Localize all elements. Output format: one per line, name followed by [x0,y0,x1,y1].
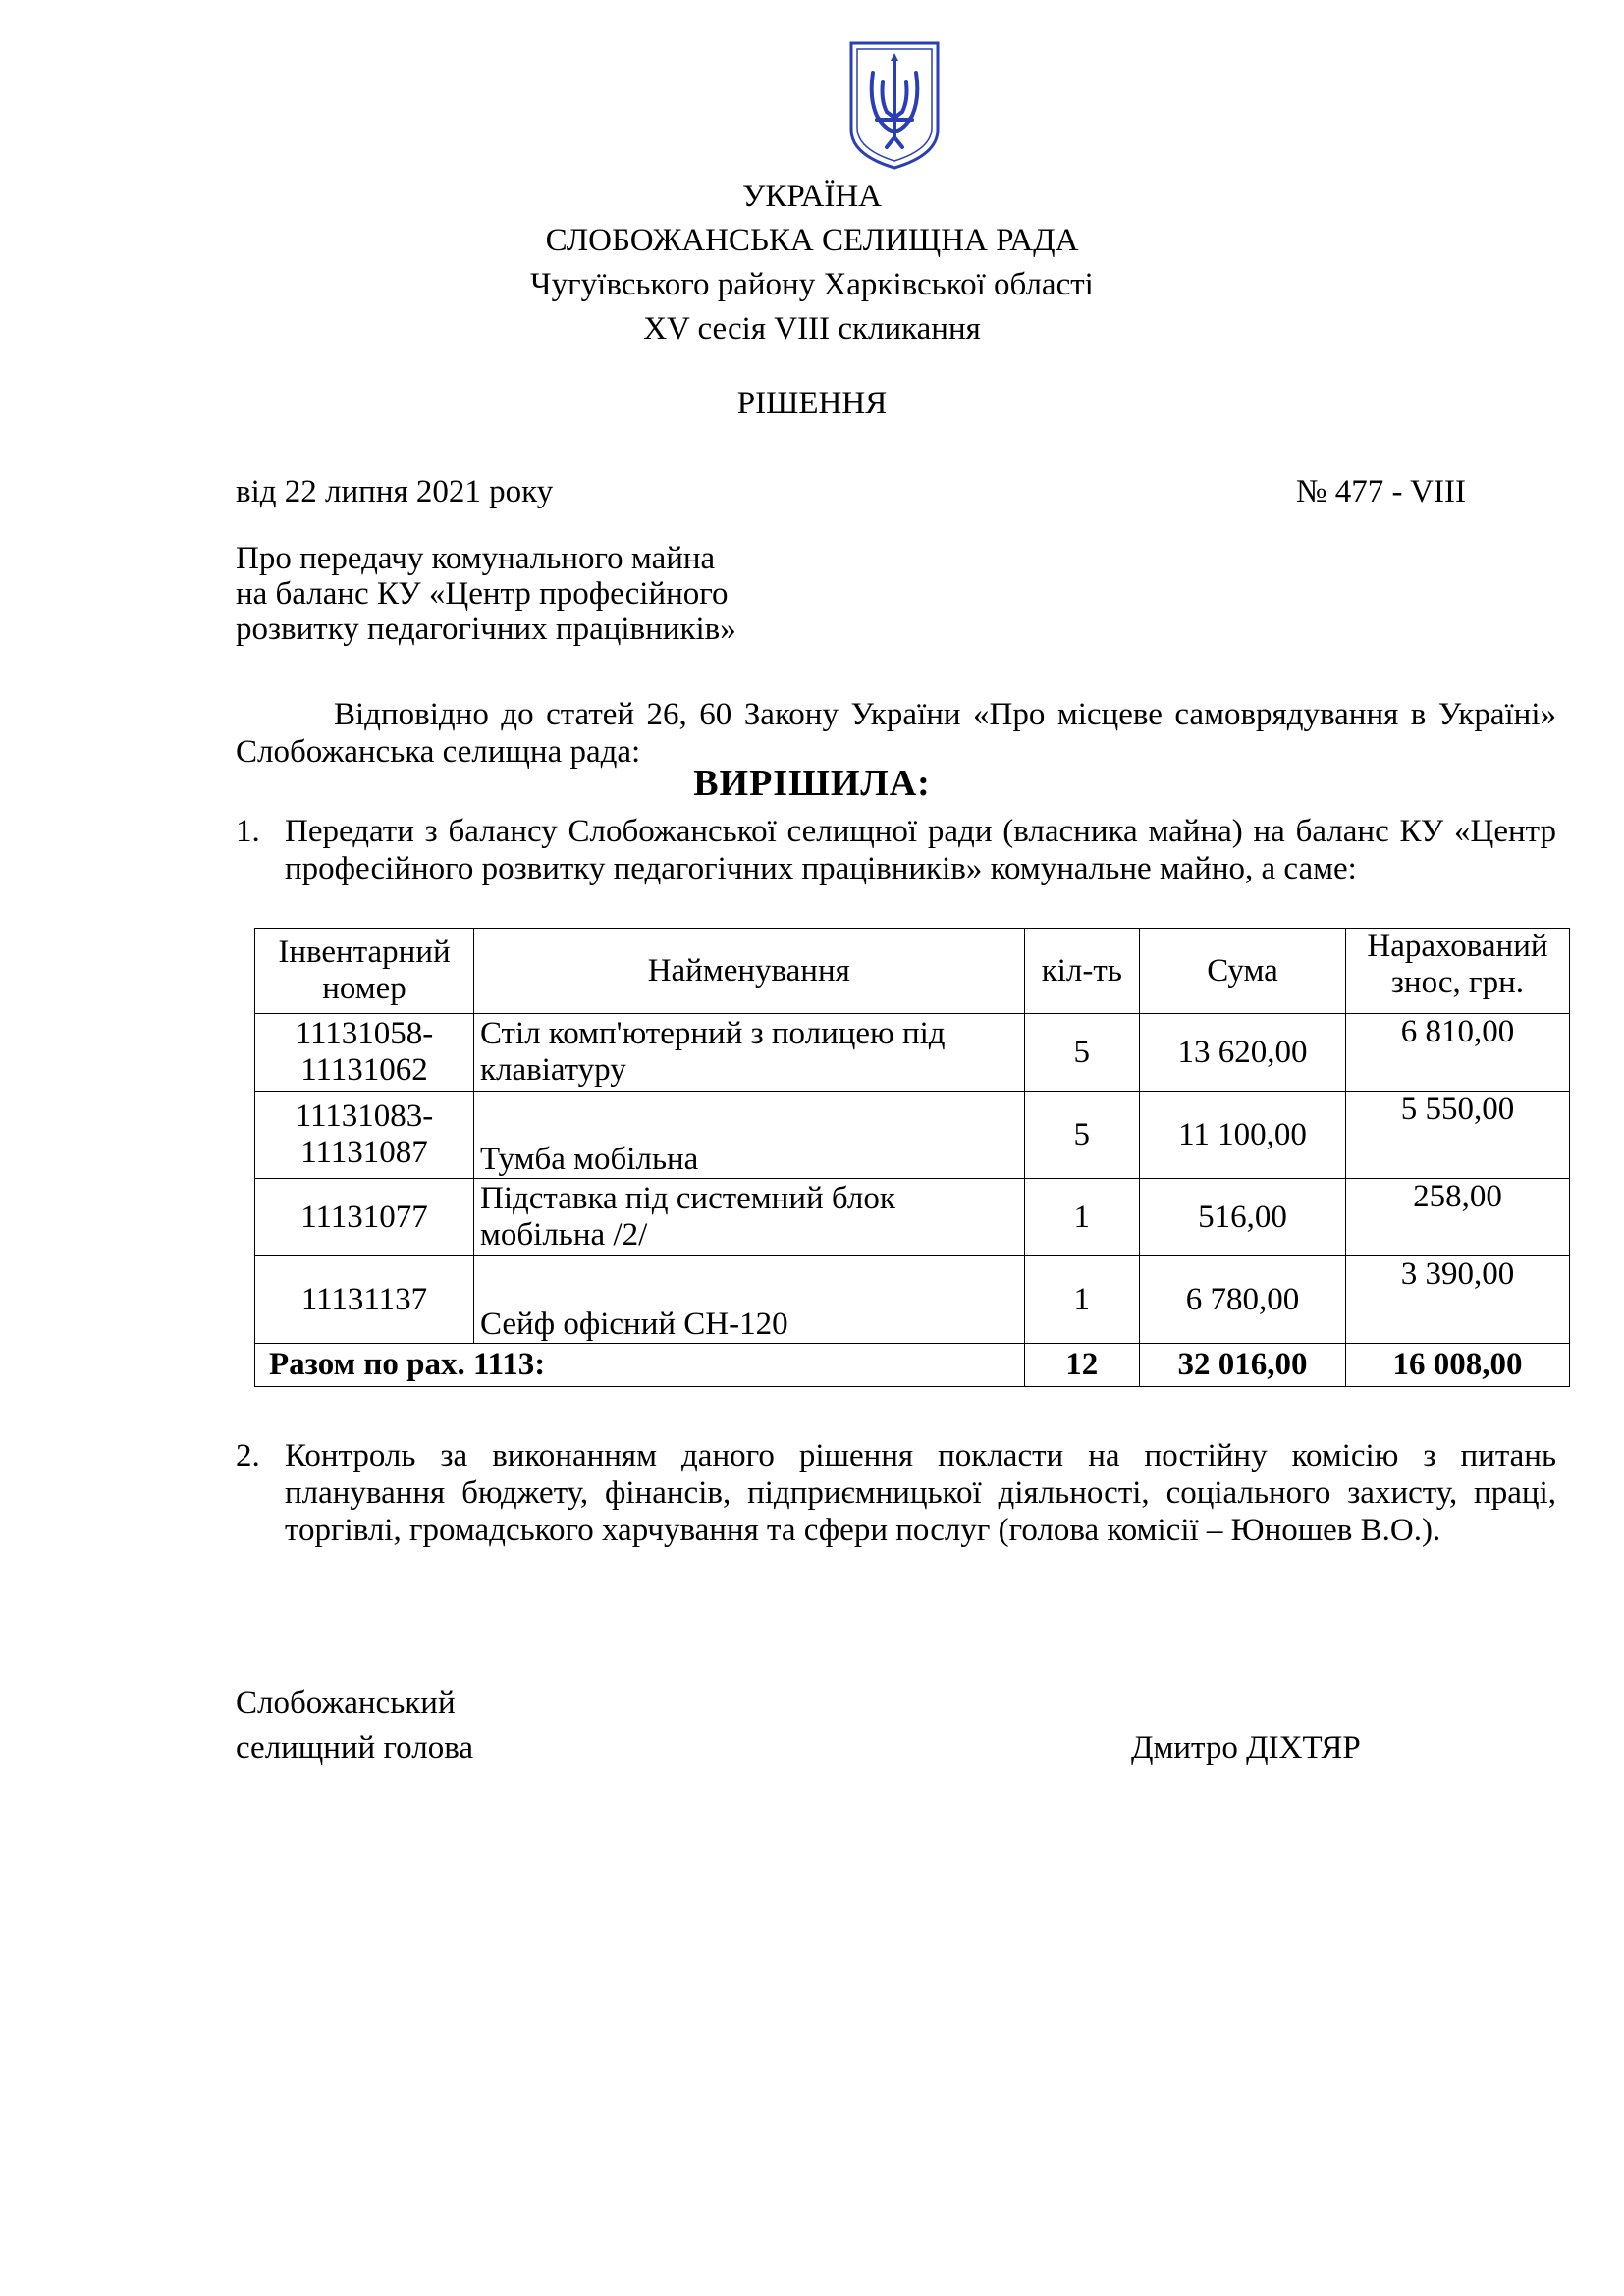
total-quantity: 12 [1024,1344,1140,1387]
cell-inventory: 11131083-11131087 [255,1092,474,1179]
cell-depreciation: 5 550,00 [1345,1092,1569,1179]
cell-name: Сейф офісний СН-120 [473,1256,1024,1344]
column-header-quantity: кіл-ть [1024,929,1140,1014]
cell-name: Стіл комп'ютерний з полицею під клавіатуру [473,1014,1024,1092]
cell-depreciation: 258,00 [1345,1179,1569,1256]
cell-name: Тумба мобільна [473,1092,1024,1179]
table-row [255,1092,1570,1179]
item-text: Передати з балансу Слобожанської селищної ради (власника майна) на баланс КУ «Центр професійного розвитку педагогічних працівників» комунальне майно, а саме: [285,814,1556,886]
preamble: Відповідно до статей 26, 60 Закону України «Про місцеве самоврядування в Україні» Слобожанська селищна рада: [236,697,1556,770]
item-number: 2. [236,1438,260,1473]
table-row [255,1179,1570,1256]
column-header-depreciation: Нарахований знос, грн. [1345,929,1569,1014]
cell-inventory: 11131137 [255,1256,474,1344]
cell-sum: 516,00 [1140,1179,1346,1256]
subject-line: розвитку педагогічних працівників» [236,612,736,647]
table-header-row [255,929,1570,1014]
cell-inventory: 11131058-11131062 [255,1014,474,1092]
column-header-name: Найменування [473,929,1024,1014]
cell-depreciation: 3 390,00 [1345,1256,1569,1344]
signatory-title-line: селищний голова [236,1731,474,1766]
table-row [255,1256,1570,1344]
decision-date: від 22 липня 2021 року [236,474,554,509]
decision-number: № 477 - VIII [1296,474,1466,509]
cell-name: Підставка під системний блок мобільна /2/ [473,1179,1024,1256]
cell-quantity: 5 [1024,1014,1140,1092]
cell-quantity: 1 [1024,1256,1140,1344]
item-text: Контроль за виконанням даного рішення покласти на постійну комісію з питань планування бюджету, фінансів, підприємницької діяльності, соціального захисту, праці, торгівлі, громадського харчування та сфери послуг (голова комісії – Юношев В.О.). [285,1438,1556,1548]
assets-table [254,928,1570,1387]
cell-sum: 13 620,00 [1140,1014,1346,1092]
column-header-sum: Сума [1140,929,1346,1014]
item-number: 1. [236,814,260,849]
cell-sum: 6 780,00 [1140,1256,1346,1344]
district-title: Чугуївського району Харківської області [530,267,1094,302]
cell-sum: 11 100,00 [1140,1092,1346,1179]
subject-line: на баланс КУ «Центр професійного [236,576,729,612]
session-title: XV сесія VIII скликання [643,311,981,347]
cell-inventory: 11131077 [255,1179,474,1256]
total-depreciation: 16 008,00 [1345,1344,1569,1387]
council-title: СЛОБОЖАНСЬКА СЕЛИЩНА РАДА [545,223,1079,258]
decided-heading: ВИРІШИЛА: [693,763,931,804]
signatory-name: Дмитро ДІХТЯР [1131,1731,1361,1766]
trident-emblem-icon [847,39,942,172]
column-header-inventory: Інвентарний номер [255,929,474,1014]
decision-item-1 [236,813,1556,887]
decision-subject [236,541,736,647]
total-sum: 32 016,00 [1140,1344,1346,1387]
cell-quantity: 1 [1024,1179,1140,1256]
cell-depreciation: 6 810,00 [1345,1014,1569,1092]
table-total-row [255,1344,1570,1387]
document-type: РІШЕННЯ [736,386,888,421]
total-label: Разом по рах. 1113: [255,1344,1025,1387]
decision-item-2 [236,1437,1556,1549]
subject-line: Про передачу комунального майна [236,541,716,576]
signatory-title [236,1681,473,1771]
cell-quantity: 5 [1024,1092,1140,1179]
table-row [255,1014,1570,1092]
country-title: УКРАЇНА [742,179,882,214]
signatory-title-line: Слобожанський [236,1685,456,1721]
